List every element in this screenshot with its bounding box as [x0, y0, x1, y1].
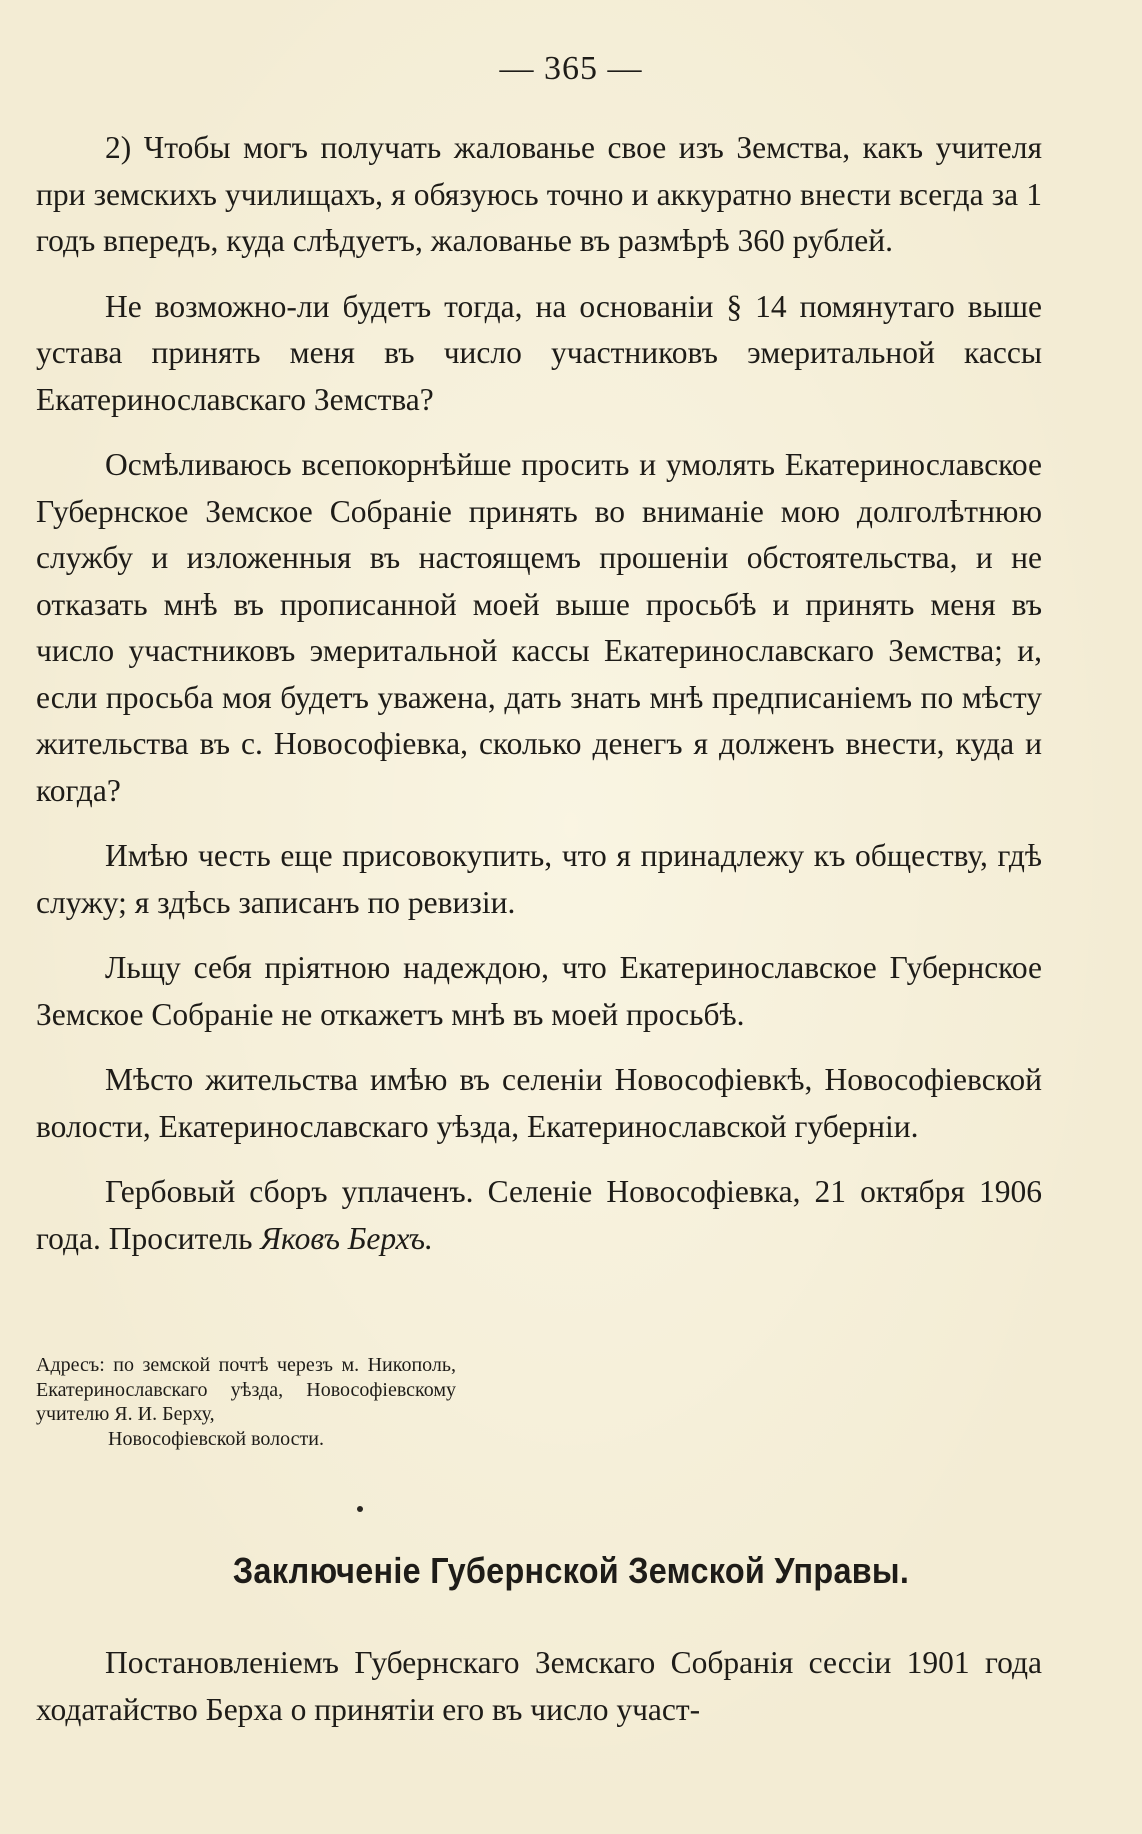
paragraph-salary: 2) Чтобы могъ получать жалованье свое изъ Земства, какъ учителя при земскихъ училищахъ, я обязуюсь точно и аккуратно внести всегда за 1 годъ впередъ, куда слѣдуетъ, жалованье въ размѣрѣ 360 рублей. [36, 130, 1042, 258]
paragraph-pension-fund: Не возможно-ли будетъ тогда, на основаніи § 14 помянутаго выше устава принять меня въ число участниковъ эмеритальной кассы Екатеринославскаго Земства? [36, 288, 1042, 417]
address-line: Новософіевской волости. [108, 1427, 324, 1450]
page-number: — 365 — [499, 50, 643, 87]
section-heading: Заключеніе Губернской Земской Управы. [232, 1550, 910, 1591]
paragraph-hope: Льщу себя пріятною надеждою, что Екатеринославское Губернское Земское Собраніе не откажетъ мнѣ въ моей просьбѣ. [36, 950, 1042, 1032]
paragraph-residence: Мѣсто жительства имѣю въ селеніи Новософіевкѣ, Новософіевской волости, Екатеринославскаго уѣзда, Екатеринославской губерніи. [36, 1062, 1042, 1144]
separator-dot [357, 1506, 363, 1512]
paragraph-community: Имѣю честь еще присовокупить, что я принадлежу къ обществу, гдѣ служу; я здѣсь записанъ по ревизіи. [36, 838, 1042, 920]
petitioner-signature: Яковъ Берхъ. [260, 1220, 433, 1256]
paragraph-closing [36, 1169, 1042, 1262]
paragraph-request: Осмѣливаюсь всепокорнѣйше просить и умолять Екатеринославское Губернское Земское Собраніе принять во вниманіе мою долголѣтнюю службу и изложенныя въ настоящемъ прошеніи обстоятельства, и не отказать мнѣ въ прописанной моей выше просьбѣ и принять меня въ число участниковъ эмеритальной кассы Екатеринославскаго Земства; и, если просьба моя будетъ уважена, дать знать мнѣ предписаніемъ по мѣсту жительства въ с. Новософіевка, сколько денегъ я долженъ внести, куда и когда? [36, 447, 1042, 808]
closing-text: Гербовый сборъ уплаченъ. Селеніе Новософіевка, 21 октября 1906 года. Проситель [36, 1174, 1042, 1256]
address-line: Адресъ: по земской почтѣ черезъ м. Никополь, Екатеринославскаго уѣзда, Новософіевскому учителю Я. И. Берху, [36, 1354, 456, 1425]
section-body [36, 1640, 1042, 1733]
section-paragraph: Постановленіемъ Губернскаго Земскаго Собранія сессіи 1901 года ходатайство Берха о принятіи его въ число участ- [36, 1645, 1042, 1727]
address-block [36, 1353, 456, 1451]
petition-body [36, 125, 1042, 1262]
